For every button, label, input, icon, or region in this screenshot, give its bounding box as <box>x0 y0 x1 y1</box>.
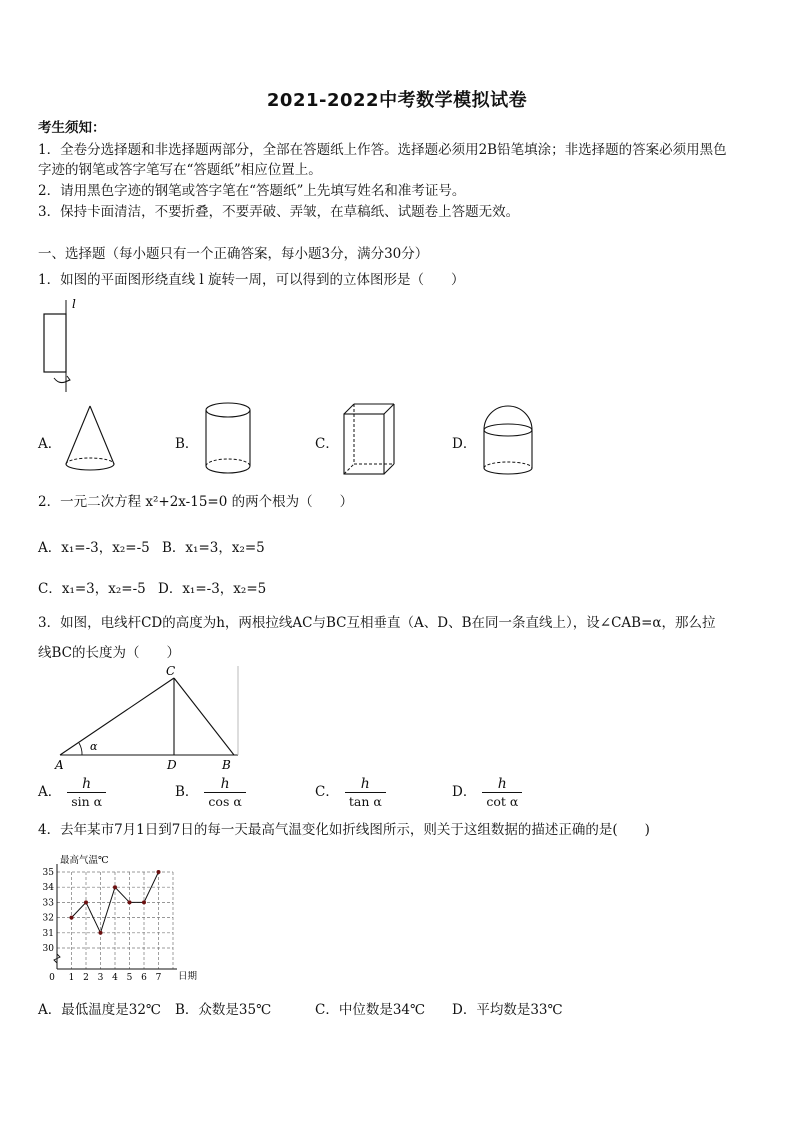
fraction-denominator: sin α <box>67 792 106 809</box>
q1-stem: 1．如图的平面图形绕直线 l 旋转一周，可以得到的立体图形是（ ） <box>38 272 465 288</box>
q3-option-c-fraction <box>345 776 386 809</box>
q2-stem: 2．一元二次方程 x²+2x-15=0 的两个根为（ ） <box>38 494 354 510</box>
y-tick-label: 33 <box>42 898 54 909</box>
vertex-a: A <box>55 758 64 772</box>
q2-option-b[interactable]: B．x₁=3，x₂=5 <box>162 540 265 556</box>
q3-option-b-fraction <box>204 776 245 809</box>
chart-ticks <box>43 868 162 983</box>
temperature-line-chart <box>40 850 210 985</box>
fraction-numerator: h <box>220 776 230 792</box>
q4-option-d[interactable]: D．平均数是33℃ <box>452 1002 563 1018</box>
notice-item-3: 3．保持卡面清洁，不要折叠，不要弄破、弄皱，在草稿纸、试题卷上答题无效。 <box>38 204 520 220</box>
q1-option-b[interactable]: B． <box>175 436 199 452</box>
angle-alpha: α <box>90 740 98 753</box>
q3-option-b[interactable] <box>175 776 246 809</box>
notice-item-1: 1．全卷分选择题和非选择题两部分，全部在答题纸上作答。选择题必须用2B铅笔填涂；非选择题的答案必须用黑色 <box>38 142 727 158</box>
fraction-denominator: cot α <box>482 792 522 809</box>
q3-option-d-fraction <box>482 776 522 809</box>
notice-heading: 考生须知： <box>38 120 106 136</box>
notice-item-2: 2．请用黑色字迹的钢笔或答字笔在“答题纸”上先填写姓名和准考证号。 <box>38 183 466 199</box>
q2-option-c[interactable]: C．x₁=3，x₂=-5 <box>38 581 146 597</box>
cylinder-hemisphere-figure <box>478 404 538 478</box>
q3-option-b-letter: B． <box>175 784 199 800</box>
y-tick-label: 32 <box>42 913 54 924</box>
x-tick-label: 4 <box>112 973 118 983</box>
data-point <box>113 885 117 889</box>
q4-option-b[interactable]: B．众数是35℃ <box>175 1002 272 1018</box>
q3-option-a[interactable] <box>38 776 106 809</box>
y-tick-label: 34 <box>42 883 54 894</box>
axis-label-l: l <box>72 297 76 311</box>
page-title: 2021-2022中考数学模拟试卷 <box>266 90 528 111</box>
section-heading: 一、选择题（每小题只有一个正确答案，每小题3分，满分30分） <box>38 246 429 262</box>
vertex-c: C <box>166 664 176 678</box>
q1-option-d[interactable]: D． <box>452 436 477 452</box>
q4-option-c[interactable]: C．中位数是34℃ <box>315 1002 426 1018</box>
q3-triangle-figure <box>52 664 242 774</box>
q4-stem: 4．去年某市7月1日到7日的每一天最高气温变化如折线图所示，则关于这组数据的描述正确的是( ) <box>38 822 650 838</box>
q3-option-d-letter: D． <box>452 784 477 800</box>
q3-stem-line1: 3．如图，电线杆CD的高度为h，两根拉线AC与BC互相垂直（A、D、B在同一条直线上），设∠CAB=α，那么拉 <box>38 615 716 631</box>
x-tick-label: 0 <box>49 973 55 983</box>
x-tick-label: 6 <box>141 973 147 983</box>
q3-option-a-fraction <box>67 776 106 809</box>
q2-option-a[interactable]: A．x₁=-3，x₂=-5 <box>38 540 150 556</box>
cone-figure <box>62 404 118 474</box>
notice-item-1-cont: 字迹的钢笔或答字笔写在“答题纸”相应位置上。 <box>38 162 322 178</box>
data-point <box>99 931 103 935</box>
vertex-d: D <box>167 758 177 772</box>
fraction-numerator: h <box>497 776 507 792</box>
q3-option-c[interactable] <box>315 776 386 809</box>
fraction-numerator: h <box>82 776 92 792</box>
q1-figure <box>36 296 86 396</box>
data-point <box>157 870 161 874</box>
fraction-denominator: cos α <box>204 792 245 809</box>
q1-option-c[interactable]: C． <box>315 436 339 452</box>
q3-stem-line2: 线BC的长度为（ ） <box>38 645 181 661</box>
chart-y-axis-label: 最高气温℃ <box>60 855 109 866</box>
chart-x-axis-label: 日期 <box>178 971 198 982</box>
q4-option-a[interactable]: A．最低温度是32℃ <box>38 1002 162 1018</box>
x-tick-label: 2 <box>83 973 89 983</box>
q3-option-a-letter: A． <box>38 784 62 800</box>
cylinder-figure <box>200 400 256 478</box>
vertex-b: B <box>222 758 231 772</box>
data-point <box>128 900 132 904</box>
data-point <box>142 900 146 904</box>
y-tick-label: 31 <box>42 928 54 939</box>
x-tick-label: 5 <box>126 973 133 983</box>
fraction-numerator: h <box>360 776 370 792</box>
q3-option-d[interactable] <box>452 776 522 809</box>
x-tick-label: 7 <box>155 973 162 983</box>
data-point <box>70 916 74 920</box>
x-tick-label: 1 <box>68 973 75 983</box>
data-point <box>84 900 88 904</box>
y-tick-label: 30 <box>42 944 54 954</box>
q2-option-d[interactable]: D．x₁=-3，x₂=5 <box>158 581 267 597</box>
y-tick-label: 35 <box>42 868 54 878</box>
q1-option-a[interactable]: A． <box>38 436 62 452</box>
cuboid-figure <box>340 400 396 478</box>
x-tick-label: 3 <box>97 973 104 983</box>
q3-option-c-letter: C． <box>315 784 339 800</box>
fraction-denominator: tan α <box>345 792 386 809</box>
